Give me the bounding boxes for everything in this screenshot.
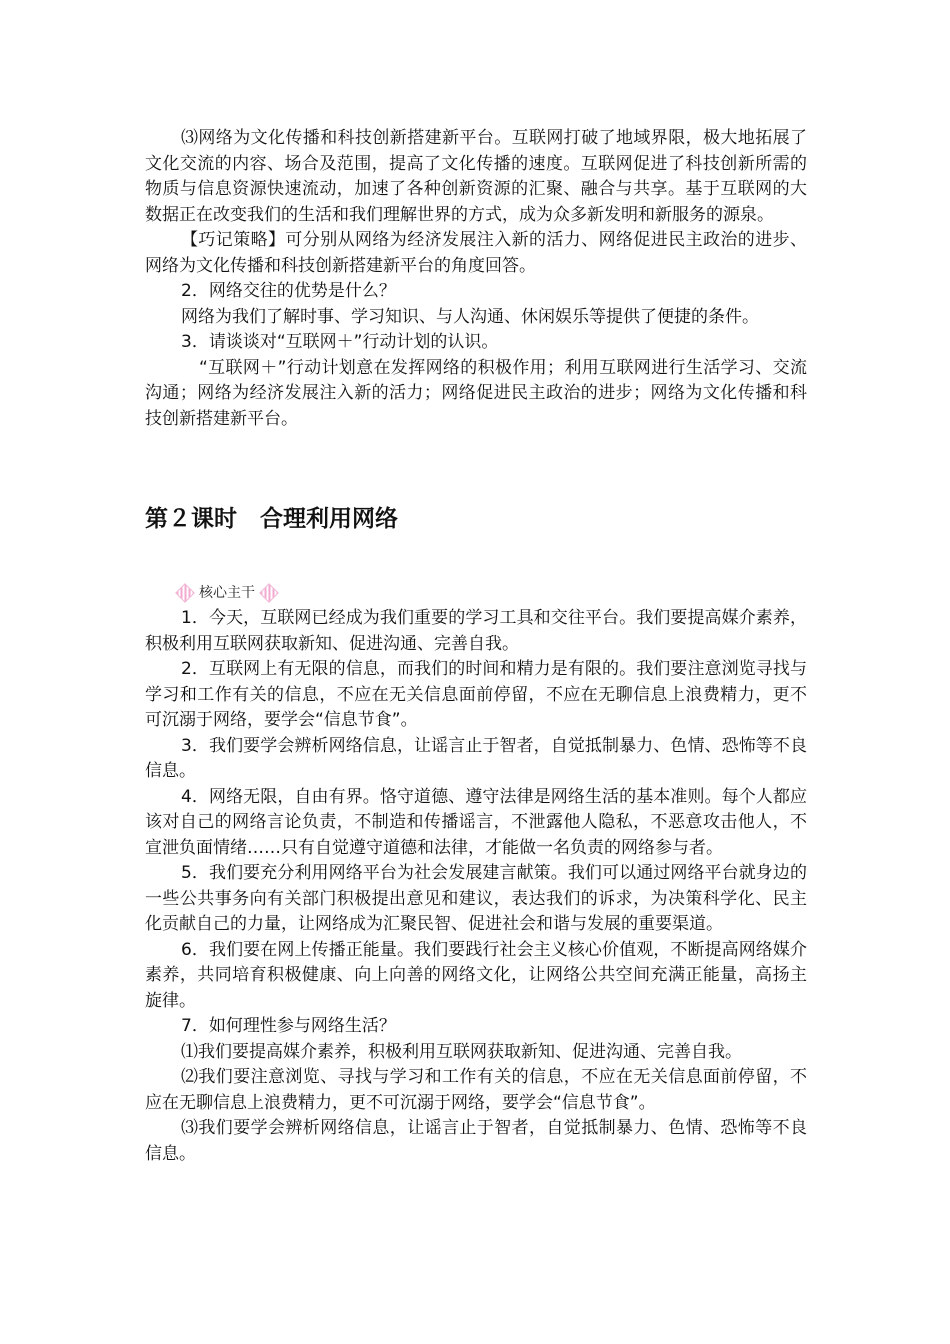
lesson-heading: 第２课时 合理利用网络 [145, 506, 398, 532]
answer-3: “互联网＋”行动计划意在发挥网络的积极作用；利用互联网进行生活学习、交流沟通；网络为经济发展注入新的活力；网络促进民主政治的进步；网络为文化传播和科技创新搭建新平台。 [145, 357, 807, 429]
paragraph-memory-strategy: 【巧记策略】可分别从网络为经济发展注入新的活力、网络促进民主政治的进步、网络为文化传播和科技创新搭建新平台的角度回答。 [145, 230, 807, 276]
core-item-6: 6．我们要在网上传播正能量。我们要践行社会主义核心价值观，不断提高网络媒介素养，共同培育积极健康、向上向善的网络文化，让网络公共空间充满正能量，高扬主旋律。 [145, 939, 807, 1011]
core-badge [175, 582, 807, 604]
diamond-left-icon [175, 583, 195, 603]
core-item-2: 2．互联网上有无限的信息，而我们的时间和精力是有限的。我们要注意浏览寻找与学习和工作有关的信息，不应在无关信息面前停留，不应在无聊信息上浪费精力，更不可沉溺于网络，要学会“信息节食”。 [145, 659, 807, 730]
paragraph-culture-platform: ⑶网络为文化传播和科技创新搭建新平台。互联网打破了地域界限，极大地拓展了文化交流的内容、场合及范围，提高了文化传播的速度。互联网促进了科技创新所需的物质与信息资源快速流动，加速了各种创新资源的汇聚、融合与共享。基于互联网的大数据正在改变我们的生活和我们理解世界的方式，成为众多新发明和新服务的源泉。 [145, 128, 807, 225]
core-item-7: 7．如何理性参与网络生活？ [181, 1016, 396, 1036]
core-section [145, 582, 807, 1167]
core-item-1: 1．今天，互联网已经成为我们重要的学习工具和交往平台。我们要提高媒介素养，积极利用互联网获取新知、促进沟通、完善自我。 [145, 608, 807, 654]
question-3: 3．请谈谈对“互联网＋”行动计划的认识。 [181, 332, 499, 352]
diamond-right-icon [259, 583, 279, 603]
core-item-7-3: ⑶我们要学会辨析网络信息，让谣言止于智者，自觉抵制暴力、色情、恐怖等不良信息。 [145, 1118, 807, 1164]
core-item-7-2: ⑵我们要注意浏览、寻找与学习和工作有关的信息，不应在无关信息面前停留，不应在无聊信息上浪费精力，更不可沉溺于网络，要学会“信息节食”。 [145, 1067, 807, 1113]
core-item-3: 3．我们要学会辨析网络信息，让谣言止于智者，自觉抵制暴力、色情、恐怖等不良信息。 [145, 735, 807, 781]
core-item-5: 5．我们要充分利用网络平台为社会发展建言献策。我们可以通过网络平台就身边的一些公共事务向有关部门积极提出意见和建议，表达我们的诉求，为决策科学化、民主化贡献自己的力量，让网络成为汇聚民智、促进社会和谐与发展的重要渠道。 [145, 863, 807, 934]
core-badge-label: 核心主干 [195, 583, 259, 603]
core-item-7-1: ⑴我们要提高媒介素养，积极利用互联网获取新知、促进沟通、完善自我。 [181, 1041, 742, 1062]
question-2: 2．网络交往的优势是什么？ [181, 281, 396, 301]
answer-2: 网络为我们了解时事、学习知识、与人沟通、休闲娱乐等提供了便捷的条件。 [181, 306, 759, 327]
core-item-4: 4．网络无限，自由有界。恪守道德、遵守法律是网络生活的基本准则。每个人都应该对自己的网络言论负责，不制造和传播谣言，不泄露他人隐私，不恶意攻击他人，不宣泄负面情绪……只有自觉遵守道德和法律，才能做一名负责的网络参与者。 [145, 786, 807, 858]
document-page [145, 126, 807, 1164]
